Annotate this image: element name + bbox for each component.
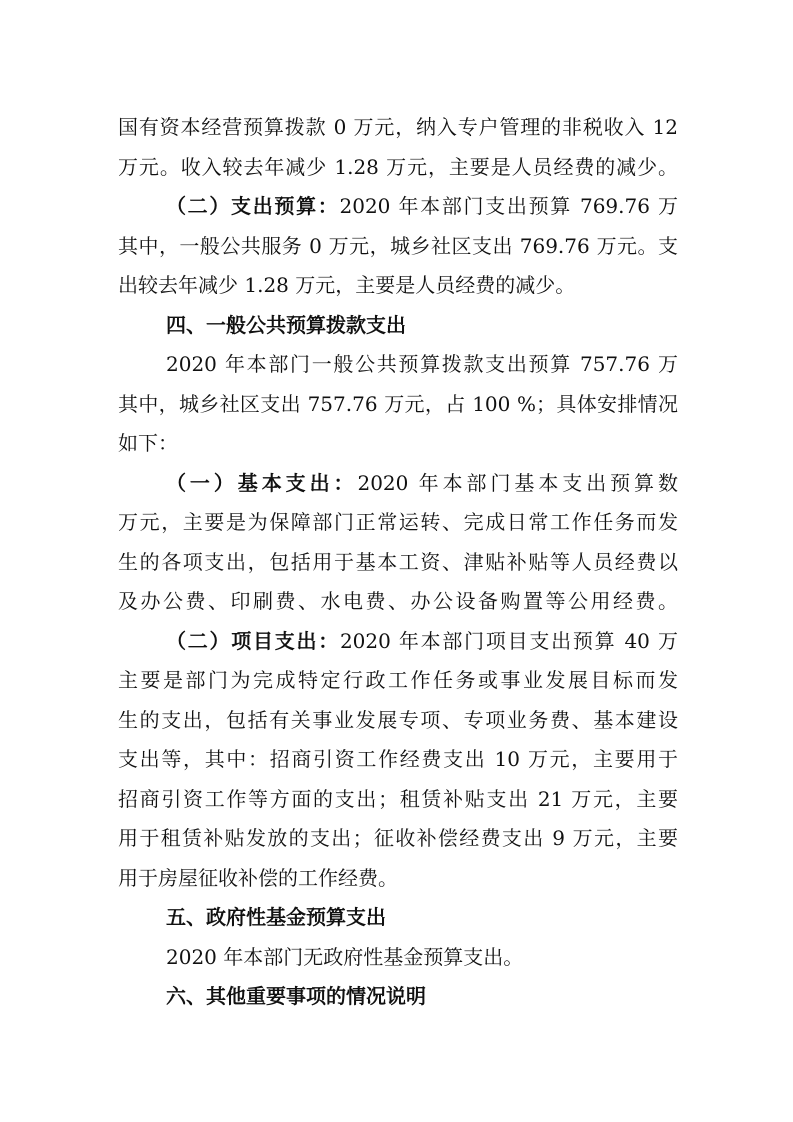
paragraph-line: 用于租赁补贴发放的支出；征收补偿经费支出 9 万元，主要: [118, 826, 678, 850]
paragraph-line: 其中，一般公共服务 0 万元，城乡社区支出 769.76 万元。支: [118, 233, 678, 258]
paragraph-line: 万元，主要是为保障部门正常运转、完成日常工作任务而发: [118, 510, 678, 534]
section-heading-4: 四、一般公共预算拨款支出: [166, 312, 406, 337]
subsection-expenditure-budget: [118, 187, 678, 227]
paragraph-line: 出较去年减少 1.28 万元，主要是人员经费的减少。: [118, 273, 576, 297]
subsection-basic-expenditure: [118, 464, 678, 504]
paragraph-line: 其中，城乡社区支出 757.76 万元，占 100 %；具体安排情况: [118, 391, 678, 416]
paragraph-line: 招商引资工作等方面的支出；租赁补贴支出 21 万元，主要: [118, 786, 678, 811]
paragraph-text: 2020 年本部门支出预算 769.76 万: [339, 194, 678, 218]
subsection-label: （二）支出预算：: [166, 194, 340, 218]
paragraph-line: 万元。收入较去年减少 1.28 万元，主要是人员经费的减少。: [118, 154, 678, 179]
paragraph-line: 及办公费、印刷费、水电费、办公设备购置等公用经费。: [118, 589, 678, 613]
paragraph-line: 用于房屋征收补偿的工作经费。: [118, 865, 398, 890]
subsection-project-expenditure: [118, 622, 678, 662]
paragraph-line: 2020 年本部门一般公共预算拨款支出预算 757.76 万: [166, 352, 678, 376]
subsection-label: （二）项目支出：: [166, 628, 340, 653]
paragraph-line: 生的支出，包括有关事业发展专项、专项业务费、基本建设: [118, 707, 678, 732]
section-heading-6: 六、其他重要事项的情况说明: [166, 984, 426, 1008]
paragraph-text: 2020 年本部门项目支出预算 40 万: [339, 628, 678, 653]
paragraph-line: 国有资本经营预算拨款 0 万元，纳入专户管理的非税收入 12: [118, 115, 678, 139]
subsection-label: （一）基本支出：: [166, 470, 358, 495]
paragraph-line: 如下：: [118, 431, 178, 455]
paragraph-line: 主要是部门为完成特定行政工作任务或事业发展目标而发: [118, 668, 678, 692]
document-page: [118, 108, 678, 1017]
paragraph-text: 2020 年本部门基本支出预算数: [357, 470, 678, 495]
paragraph-line: 支出等，其中：招商引资工作经费支出 10 万元，主要用于: [118, 747, 678, 771]
paragraph-line: 生的各项支出，包括用于基本工资、津贴补贴等人员经费以: [118, 549, 678, 574]
paragraph-line: 2020 年本部门无政府性基金预算支出。: [166, 944, 524, 969]
section-heading-5: 五、政府性基金预算支出: [166, 905, 386, 929]
